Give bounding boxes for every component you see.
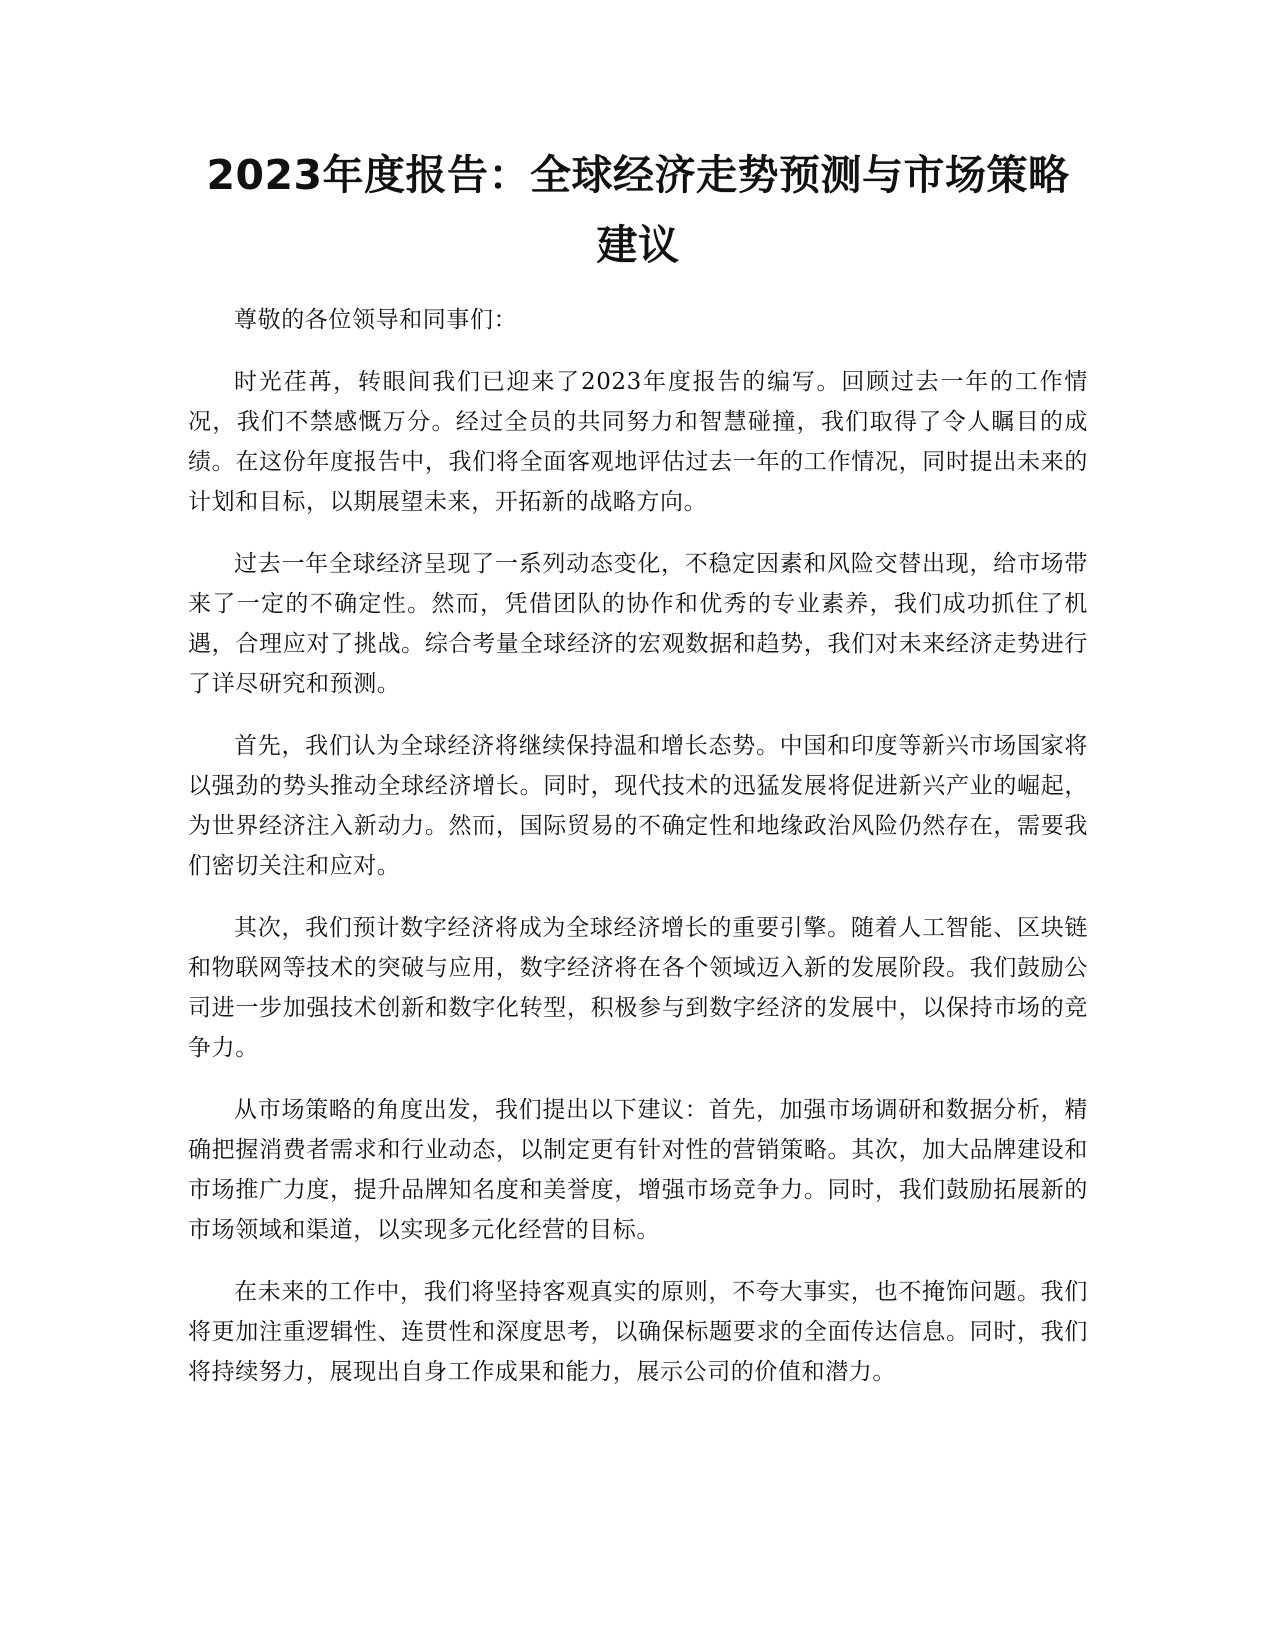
document-title: 2023年度报告：全球经济走势预测与市场策略建议 (206, 151, 1070, 269)
paragraph-intro: 时光荏苒，转眼间我们已迎来了2023年度报告的编写。回顾过去一年的工作情况，我们不禁感慨万分。经过全员的共同努力和智慧碰撞，我们取得了令人瞩目的成绩。在这份年度报告中，我们将全面客观地评估过去一年的工作情况，同时提出未来的计划和目标，以期展望未来，开拓新的战略方向。 (188, 369, 1088, 515)
paragraph-salutation: 尊敬的各位领导和同事们： (234, 307, 518, 333)
paragraph-growth-outlook: 首先，我们认为全球经济将继续保持温和增长态势。中国和印度等新兴市场国家将以强劲的势头推动全球经济增长。同时，现代技术的迅猛发展将促进新兴产业的崛起，为世界经济注入新动力。然而，国际贸易的不确定性和地缘政治风险仍然存在，需要我们密切关注和应对。 (188, 733, 1088, 879)
paragraph-market-strategy: 从市场策略的角度出发，我们提出以下建议：首先，加强市场调研和数据分析，精确把握消费者需求和行业动态，以制定更有针对性的营销策略。其次，加大品牌建设和市场推广力度，提升品牌知名度和美誉度，增强市场竞争力。同时，我们鼓励拓展新的市场领域和渠道，以实现多元化经营的目标。 (188, 1097, 1088, 1243)
document-body (188, 140, 1088, 1414)
paragraph-digital-economy: 其次，我们预计数字经济将成为全球经济增长的重要引擎。随着人工智能、区块链和物联网等技术的突破与应用，数字经济将在各个领域迈入新的发展阶段。我们鼓励公司进一步加强技术创新和数字化转型，积极参与到数字经济的发展中，以保持市场的竞争力。 (188, 915, 1088, 1061)
paragraph-past-year: 过去一年全球经济呈现了一系列动态变化，不稳定因素和风险交替出现，给市场带来了一定的不确定性。然而，凭借团队的协作和优秀的专业素养，我们成功抓住了机遇，合理应对了挑战。综合考量全球经济的宏观数据和趋势，我们对未来经济走势进行了详尽研究和预测。 (188, 551, 1088, 697)
paragraph-future-work: 在未来的工作中，我们将坚持客观真实的原则，不夸大事实，也不掩饰问题。我们将更加注重逻辑性、连贯性和深度思考，以确保标题要求的全面传达信息。同时，我们将持续努力，展现出自身工作成果和能力，展示公司的价值和潜力。 (188, 1279, 1088, 1385)
